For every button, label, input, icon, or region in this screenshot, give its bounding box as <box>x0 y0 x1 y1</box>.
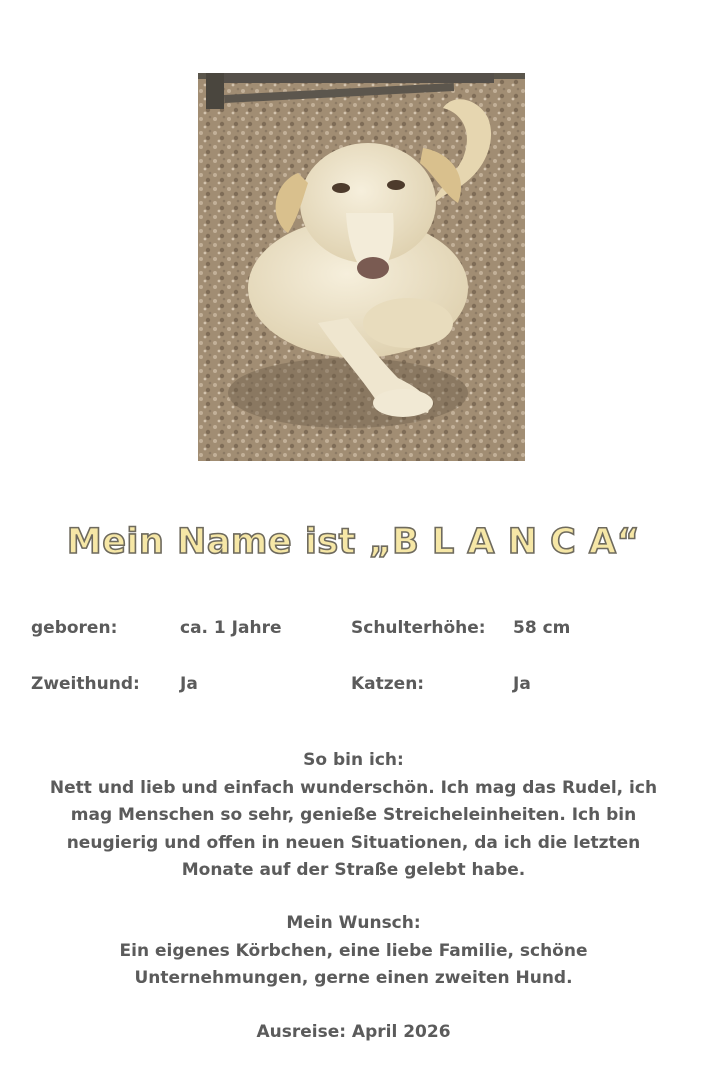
wish-line: Unternehmungen, gerne einen zweiten Hund. <box>134 968 573 988</box>
born-value: ca. 1 Jahre <box>180 618 282 638</box>
departure-text: Ausreise: April 2026 <box>256 1022 451 1042</box>
cats-label: Katzen: <box>351 674 425 694</box>
shoulder-height-label: Schulterhöhe: <box>351 618 486 638</box>
about-line: mag Menschen so sehr, genieße Streicheleinheiten. Ich bin <box>70 805 637 825</box>
dog-photo <box>198 73 525 461</box>
departure-section <box>20 1019 687 1047</box>
about-line: Nett und lieb und einfach wunderschön. Ich mag das Rudel, ich <box>49 777 658 798</box>
wish-section <box>20 910 687 993</box>
about-section <box>20 747 687 885</box>
about-heading: So bin ich: <box>303 750 404 770</box>
second-dog-value: Ja <box>180 674 198 694</box>
page-title: Mein Name ist „B L A N C A“ <box>66 522 641 562</box>
shoulder-height-value: 58 cm <box>513 618 571 638</box>
born-label: geboren: <box>31 618 118 638</box>
about-line: Monate auf der Straße gelebt habe. <box>181 860 526 880</box>
wish-line: Ein eigenes Körbchen, eine liebe Familie, schöne <box>119 940 588 961</box>
dog-photo-icon <box>198 73 525 461</box>
wish-heading: Mein Wunsch: <box>286 913 421 933</box>
second-dog-label: Zweithund: <box>31 674 140 694</box>
cats-value: Ja <box>513 674 531 694</box>
about-line: neugierig und offen in neuen Situationen, da ich die letzten <box>66 832 641 853</box>
